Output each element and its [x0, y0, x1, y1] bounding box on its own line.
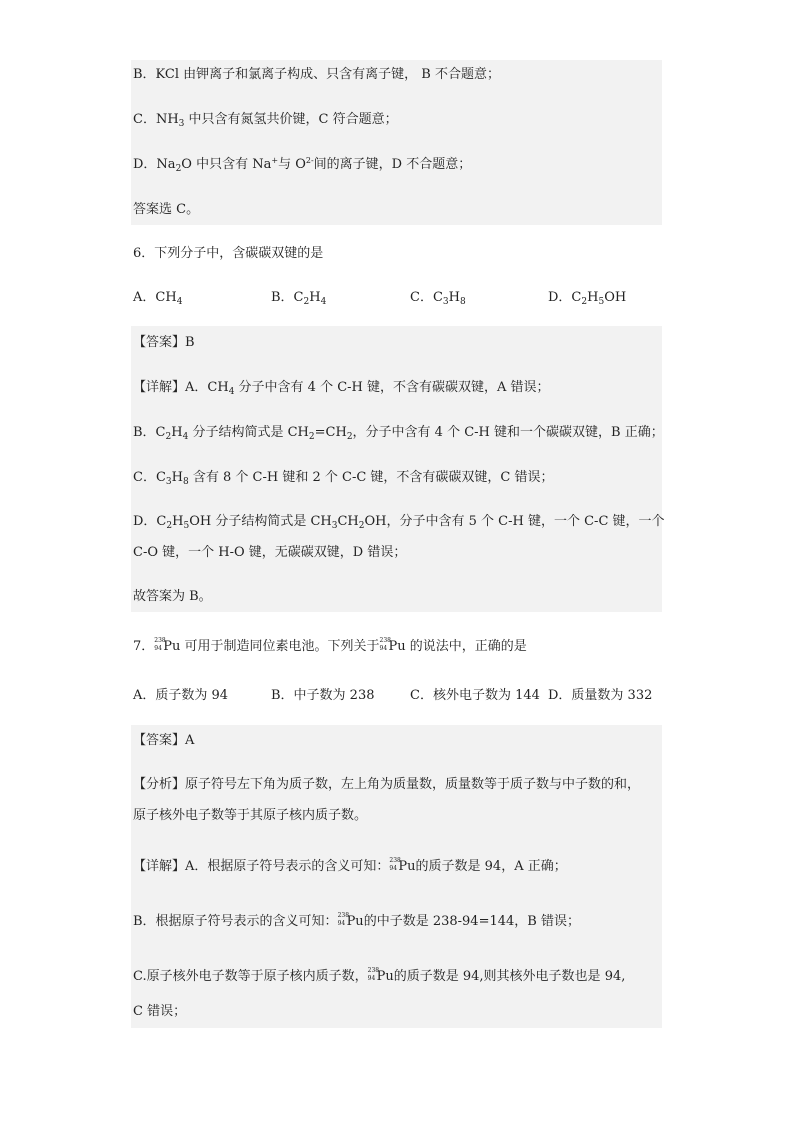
- q7-option-c: C．核外电子数为 144: [410, 688, 540, 703]
- q6-option-c: C．$C_3H_8$: [410, 290, 466, 307]
- isotope-symbol: 238 94: [389, 857, 401, 872]
- line-b-kcl: B．KCl 由钾离子和氯离子构成、只含有离子键， B 不合题意；: [133, 67, 500, 82]
- q7-detail-c: C.原子核外电子数等于原子核内质子数， 238 94 Pu的质子数是 94,则其核外电子数也是 94,: [133, 967, 626, 984]
- question-6-options: [131, 288, 662, 308]
- q7-detail-b: B．根据原子符号表示的含义可知： 238 94 Pu的中子数是 238-94=144，B 错误；: [133, 912, 580, 929]
- isotope-symbol: 238 94: [337, 912, 350, 927]
- q7-option-a: A．质子数为 94: [133, 688, 229, 703]
- line-c-nh3: C．$NH_3$ 中只含有氮氢共价键，C 符合题意；: [133, 112, 398, 129]
- q7-detail-a: 【详解】A．根据原子符号表示的含义可知： 238 94 Pu的质子数是 94，A 正确；: [133, 857, 567, 874]
- answer-q6: 【答案】B: [133, 335, 195, 350]
- isotope-symbol: 238 94: [154, 637, 166, 652]
- q7-analysis-1: 【分析】原子符号左下角为质子数，左上角为质量数，质量数等于质子数与中子数的和，: [133, 777, 641, 792]
- q6-detail-b: B．$C_2H_4$ 分子结构简式是 $CH_2=CH_2$，分子中含有 4 个 C-H 键和一个碳碳双键，B 正确；: [133, 425, 664, 442]
- answer-q5: 答案选 C。: [133, 202, 200, 217]
- q6-detail-d: D．$C_2H_5OH$ 分子结构简式是 $CH_3CH_2OH$，分子中含有 5 个 C-H 键，一个 C-C 键，一个: [133, 514, 665, 531]
- q6-detail-d-cont: C-O 键，一个 H-O 键，无碳碳双键，D 错误；: [133, 545, 407, 560]
- question-6-stem: 6．下列分子中，含碳碳双键的是: [133, 246, 324, 261]
- q6-detail-c: C．$C_3H_8$ 含有 8 个 C-H 键和 2 个 C-C 键，不含有碳碳双键，C 错误；: [133, 470, 554, 487]
- q7-option-b: B．中子数为 238: [271, 688, 375, 703]
- q6-option-a: A．$CH_4$: [133, 290, 183, 307]
- question-7-options: [131, 686, 662, 706]
- q6-detail-a: 【详解】A．$CH_4$ 分子中含有 4 个 C-H 键，不含有碳碳双键，A 错误；: [133, 380, 550, 397]
- final-answer-q6: 故答案为 B。: [133, 589, 212, 604]
- q7-detail-c-cont: C 错误；: [133, 1004, 187, 1019]
- question-7-stem: 7． 238 94 Pu 可用于制造同位素电池。下列关于 238 94 Pu 的说法中，正确的是: [133, 637, 527, 654]
- q6-option-d: D．$C_2H_5OH$: [548, 290, 627, 307]
- line-d-na2o: D．$Na_2O$ 中只含有 Na+与 $O^{2-}$间的离子键，D 不合题意；: [133, 156, 472, 174]
- answer-q7: 【答案】A: [133, 733, 195, 748]
- isotope-symbol: 238 94: [367, 967, 380, 982]
- q7-option-d: D．质量数为 332: [548, 688, 653, 703]
- isotope-symbol: 238 94: [379, 637, 391, 652]
- q7-analysis-2: 原子核外电子数等于其原子核内质子数。: [133, 808, 368, 823]
- q6-option-b: B．$C_2H_4$: [271, 290, 327, 307]
